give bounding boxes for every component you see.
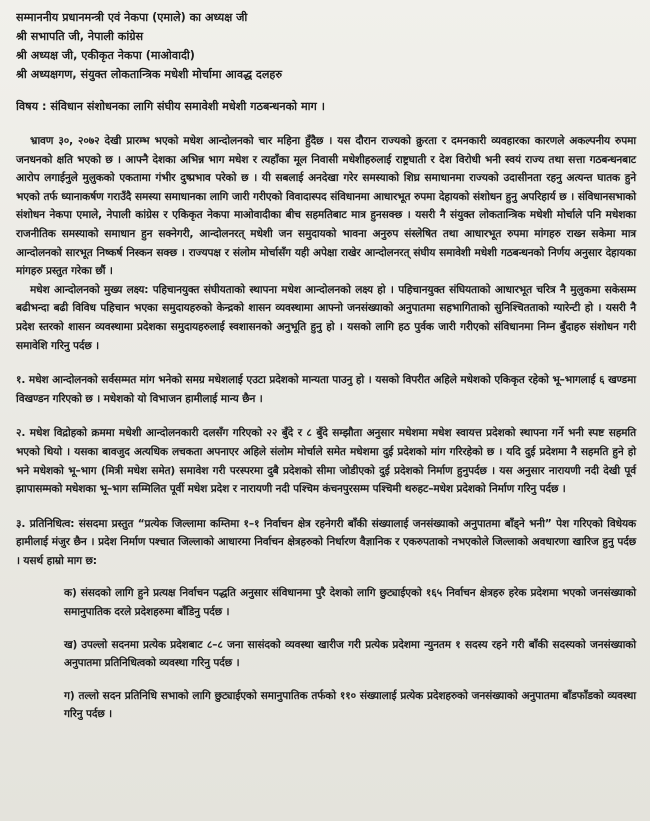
sub-point-text: संसदको लागि हुने प्रत्यक्ष निर्वाचन पद्धति अनुसार संविधानमा पुरै देशको लागि छुट्याईएको १६५ निर्वाचन क्षेत्रहरु हरेक प्रदेशमा भएको जनसंख्याको समानुपातिक दरले प्रदेशहरुमा बाँडिनु पर्दछ । — [64, 587, 636, 619]
sub-point-ga — [64, 687, 636, 724]
intro-paragraph: भ्रावण ३०, २०७२ देखी प्रारम्भ भएको मधेश आन्दोलनको चार महिना हुँदैछ । यस दौरान राज्यको क्रुरता र दमनकारी व्यवहारका कारणले अकल्पनीय रुपमा जनधनको क्षति भएको छ । आफ्नै देशका अभिन्न भाग मधेश र त्यहाँका मूल निवासी मधेशीहरुलाई राष्ट्रघाती र देश विरोधी भनी स्वयं राज्य तथा सत्ता गठबन्धनबाट आरोप लगाईनुले मुलुकको एकतामा गंभीर दुष्प्रभाव परेको छ । यी सबलाई अनदेखा गरेर समस्याको शिघ्र समाधानमा राज्यको उदासीनता रहनु अत्यन्त घातक हुने भएको तर्फ ध्यानाकर्षण गराउँदै समस्या समाधानका लागि जारी गरीएको विवादास्पद संविधानमा आधारभूत रुपमा देहायको संशोधन हुनु अपरिहार्य छ । संविधानसभाको संशोधन नेकपा एमाले, नेपाली कांग्रेस र एकिकृत नेकपा माओवादीका बीच सहमतिबाट मात्र हुनसक्छ । यसरी नै संयुक्त लोकतान्त्रिक मधेशी मोर्चाले पनि मधेशका राजनीतिक समस्याको समाधान हुन सक्नेगरी, आन्दोलनरत् मधेशी जन समुदायको भावना अनुरुप संस्लेषित तथा आधारभूत रुपमा मांगहरु राख्न सकेमा मात्र आन्दोलनको सारभूत निष्कर्ष निस्कन सक्छ । राज्यपक्ष र संलोम मोर्चासँग यही अपेक्षा राखेर आन्दोलनरत् संघीय समावेशी मधेशी गठबन्धनको निर्णय अनुसार देहायका मांगहरु प्रस्तुत गरेका छौं । — [16, 135, 636, 278]
sub-point-text: उपल्लो सदनमा प्रत्येक प्रदेशबाट ८–८ जना सासंदको व्यवस्था खारीज गरी प्रत्येक प्रदेशमा न्युनतम १ सदस्य रहने गरी बाँकी सदस्यको जनसंख्याको अनुपातमा प्रतिनिधित्वको व्यवस्था गरिनु पर्दछ । — [64, 638, 636, 670]
sub-point-kha — [64, 636, 636, 673]
addressee-line: श्री अध्यक्षगण, संयुक्त लोकतान्त्रिक मधेशी मोर्चामा आवद्ध दलहरु — [16, 68, 283, 81]
agenda-paragraph: मधेश आन्दोलनको मुख्य लक्ष्य: पहिचानयुक्त संघीयताको स्थापना मधेश आन्दोलनको लक्ष्य हो । पहिचानयुक्त संघियताको आधारभूत चरित्र नै मुलुकमा सकेसम्म बढीभन्दा बढी विविध पहिचान भएका समुदायहरुको केन्द्रको शासन व्यवस्थामा आफ्नो जनसंख्याको अनुपातमा सहभागिताको सुनिश्चितताको ग्यारेन्टी हो । यसरी नै प्रदेश स्तरको शासन व्यवस्थामा प्रदेशका समुदायहरुलाई स्वशासनको अनुभूति हुनु हो । यसको लागि हठ पुर्वक जारी गरीएको संविधानमा निम्न बुँदाहरु संशोधन गरी समावेशि गरिनु पर्दछ । — [16, 283, 636, 352]
sub-point-label: ख) — [64, 638, 78, 651]
sub-point-label: ग) — [64, 689, 75, 702]
subject-line: विषय : संविधान संशोधनका लागि संघीय समावेशी मधेशी गठबन्धनको माग । — [16, 100, 325, 113]
addressee-line: श्री अध्यक्ष जी, एकीकृत नेकपा (माओवादी) — [16, 49, 195, 62]
addressee-block — [16, 8, 636, 84]
sub-point-text: तल्लो सदन प्रतिनिधि सभाको लागि छुट्याईएको समानुपातिक तर्फको ११० संख्यालाई प्रत्येक प्रदेशहरुको जनसंख्याको अनुपातमा बाँडफाँडको व्यवस्था गरिनु पर्दछ । — [64, 689, 636, 721]
addressee-line: श्री सभापति जी, नेपाली कांग्रेस — [16, 30, 144, 43]
demand-point-2: २. मधेश विद्रोहको क्रममा मधेशी आन्दोलनकारी दलसँग गरिएको २२ बुँदे र ८ बुँदे सम्झौता अनुसार मधेशमा मधेश स्वायत्त प्रदेशको स्थापना गर्ने भनी स्पष्ट सहमति भएको थियो । यसका बावजुद अत्यधिक लचकता अपनाएर अहिले संलोम मोर्चाले समेत मधेशमा दुई प्रदेशको मांग गरिरहेको छ । यदि दुई प्रदेशमा नै सहमति हुने हो भने मधेशको भू–भाग (मित्री मधेश समेत) समावेश गरी परस्परमा दुबै प्रदेशको सीमा जोडीएको दुई प्रदेशको निर्माण हुनुपर्दछ । यस अनुसार नारायणी नदी देखी पूर्व झापासम्मको मधेशका भू–भाग सम्मिलित पूर्वी मधेश प्रदेश र नारायणी नदी पश्चिम कंचनपुरसम्म पश्चिमी थरुहट–मधेश प्रदेशको निर्माण गरिनु पर्दछ । — [16, 427, 636, 496]
demand-point-1: १. मधेश आन्दोलनको सर्वसम्मत मांग भनेको समग्र मधेशलाई एउटा प्रदेशको मान्यता पाउनु हो । यसको विपरीत अहिले मधेशको एकिकृत रहेको भू–भागलाई ६ खण्डमा विखण्डन गरिएको छ । मधेशको यो विभाजन हामीलाई मान्य छैन । — [16, 374, 636, 405]
sub-point-label: क) — [64, 587, 77, 600]
sub-point-ka — [64, 584, 636, 621]
demand-point-3: ३. प्रतिनिधित्व: संसदमा प्रस्तुत “प्रत्येक जिल्लामा कम्तिमा १–१ निर्वाचन क्षेत्र रहनेगरी बाँकी संख्यालाई जनसंख्याको अनुपातमा बाँड्ने भनी” पेश गरिएको विधेयक हामीलाई मंजुर छैन । प्रदेश निर्माण पश्चात जिल्लाको आधारमा निर्वाचन क्षेत्रहरुको निर्धारण वैज्ञानिक र एकरुपताको नभएकोले जिल्लाको अवधारणा खारिज हुनु पर्दछ । यसर्थ हाम्रो माग छ: — [16, 517, 636, 567]
addressee-line: सम्माननीय प्रधानमन्त्री एवं नेकपा (एमाले) का अध्यक्ष जी — [16, 11, 248, 24]
